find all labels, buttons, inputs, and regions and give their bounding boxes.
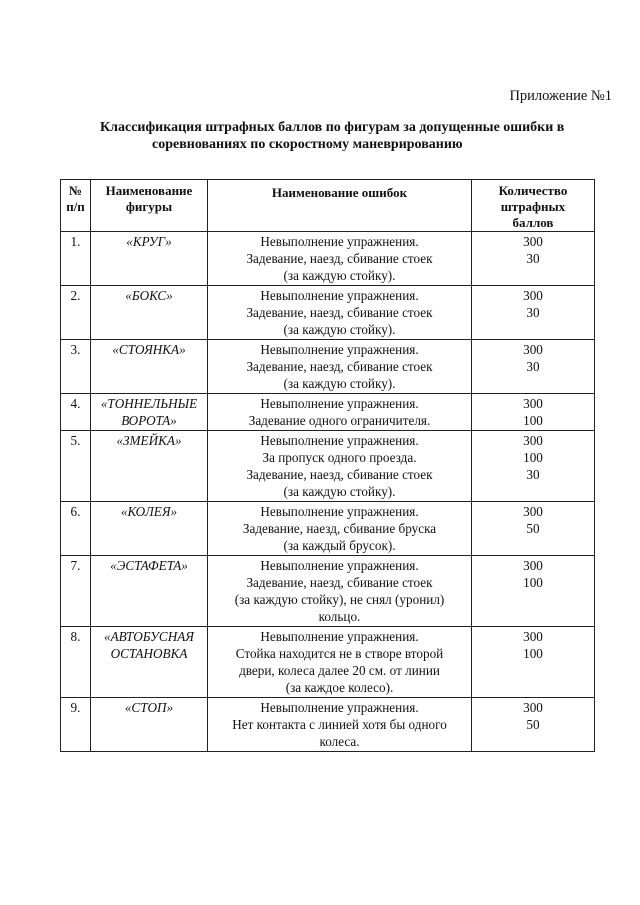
penalty-value: 50 (526, 717, 540, 732)
penalty-points (472, 286, 595, 340)
penalty-value: 300 (523, 504, 543, 519)
penalty-value: 100 (523, 450, 543, 465)
figure-name (91, 286, 208, 340)
penalty-value: 300 (523, 396, 543, 411)
document-title (100, 119, 600, 153)
penalty-value: 300 (523, 433, 543, 448)
appendix-label: Приложение №1 (509, 88, 612, 104)
error-line: Невыполнение упражнения. (260, 433, 419, 448)
error-line: (за каждое колесо). (285, 680, 394, 695)
error-description (208, 286, 472, 340)
error-line: За пропуск одного проезда. (262, 450, 417, 465)
penalty-value: 300 (523, 700, 543, 715)
error-description (208, 627, 472, 698)
error-line: Невыполнение упражнения. (260, 700, 419, 715)
penalty-points (472, 556, 595, 627)
error-description (208, 340, 472, 394)
header-number (61, 180, 91, 232)
figure-name-line: «АВТОБУСНАЯ (104, 629, 194, 644)
figure-name-line: «СТОП» (124, 700, 174, 715)
penalty-points (472, 627, 595, 698)
penalty-table (60, 179, 595, 752)
penalty-value: 30 (526, 251, 540, 266)
penalty-value: 300 (523, 288, 543, 303)
row-number: 6. (61, 502, 91, 556)
penalty-value: 30 (526, 359, 540, 374)
figure-name (91, 556, 208, 627)
table-row (61, 698, 595, 752)
row-number: 3. (61, 340, 91, 394)
row-number: 8. (61, 627, 91, 698)
table-row (61, 502, 595, 556)
table-row (61, 286, 595, 340)
header-number-line: № (68, 183, 83, 198)
table-header-row (61, 180, 595, 232)
error-line: Задевание, наезд, сбивание стоек (246, 251, 433, 266)
penalty-value: 300 (523, 629, 543, 644)
title-line-2: соревнованиях по скоростному маневрированию (152, 137, 463, 152)
figure-name (91, 698, 208, 752)
penalty-value: 300 (523, 342, 543, 357)
error-line: двери, колеса далее 20 см. от линии (239, 663, 440, 678)
table-row (61, 232, 595, 286)
header-points-line: Количество (498, 183, 568, 198)
figure-name-line: «КРУГ» (126, 234, 172, 249)
row-number: 7. (61, 556, 91, 627)
error-line: Невыполнение упражнения. (260, 288, 419, 303)
header-errors (208, 180, 472, 232)
error-line: Невыполнение упражнения. (260, 234, 419, 249)
header-figure-line: Наименование (105, 183, 193, 198)
title-line-1: Классификация штрафных баллов по фигурам за допущенные ошибки в (100, 120, 565, 135)
row-number: 1. (61, 232, 91, 286)
penalty-value: 100 (523, 575, 543, 590)
figure-name (91, 394, 208, 431)
error-line: Задевание, наезд, сбивание стоек (246, 359, 433, 374)
header-points-line: баллов (512, 215, 554, 230)
figure-name-line: ОСТАНОВКА (110, 646, 188, 661)
error-line: (за каждую стойку). (283, 376, 396, 391)
table-row (61, 394, 595, 431)
error-line: (за каждую стойку). (283, 322, 396, 337)
error-line: Задевание одного ограничителя. (248, 413, 431, 428)
figure-name (91, 340, 208, 394)
error-line: (за каждую стойку), не снял (уронил) (234, 592, 445, 607)
error-line: Невыполнение упражнения. (260, 558, 419, 573)
error-description (208, 394, 472, 431)
table-body (61, 232, 595, 752)
error-line: (за каждый брусок). (283, 538, 396, 553)
penalty-value: 30 (526, 305, 540, 320)
row-number: 4. (61, 394, 91, 431)
table-row (61, 431, 595, 502)
table-row (61, 340, 595, 394)
row-number: 2. (61, 286, 91, 340)
header-number-line: п/п (66, 199, 85, 214)
error-description (208, 556, 472, 627)
table-row (61, 556, 595, 627)
error-line: Нет контакта с линией хотя бы одного (232, 717, 447, 732)
error-line: Задевание, наезд, сбивание стоек (246, 305, 433, 320)
figure-name-line: ВОРОТА» (121, 413, 177, 428)
figure-name-line: «ЭСТАФЕТА» (110, 558, 188, 573)
penalty-points (472, 340, 595, 394)
error-line: Задевание, наезд, сбивание бруска (242, 521, 437, 536)
error-line: кольцо. (318, 609, 361, 624)
penalty-points (472, 394, 595, 431)
table-row (61, 627, 595, 698)
error-description (208, 698, 472, 752)
figure-name (91, 232, 208, 286)
penalty-points (472, 431, 595, 502)
penalty-value: 100 (523, 413, 543, 428)
row-number: 9. (61, 698, 91, 752)
error-line: Невыполнение упражнения. (260, 342, 419, 357)
error-line: (за каждую стойку). (283, 484, 396, 499)
figure-name-line: «КОЛЕЯ» (120, 504, 178, 519)
penalty-value: 50 (526, 521, 540, 536)
figure-name (91, 627, 208, 698)
error-description (208, 502, 472, 556)
penalty-value: 100 (523, 646, 543, 661)
error-description (208, 431, 472, 502)
figure-name-line: «ЗМЕЙКА» (116, 433, 182, 448)
penalty-points (472, 502, 595, 556)
header-points (472, 180, 595, 232)
error-line: Невыполнение упражнения. (260, 504, 419, 519)
figure-name (91, 502, 208, 556)
row-number: 5. (61, 431, 91, 502)
error-description (208, 232, 472, 286)
figure-name-line: «БОКС» (125, 288, 173, 303)
figure-name-line: «ТОННЕЛЬНЫЕ (100, 396, 198, 411)
penalty-value: 300 (523, 234, 543, 249)
penalty-points (472, 698, 595, 752)
header-errors-line: Наименование ошибок (271, 185, 408, 200)
error-line: Невыполнение упражнения. (260, 396, 419, 411)
error-line: Невыполнение упражнения. (260, 629, 419, 644)
error-line: Задевание, наезд, сбивание стоек (246, 467, 433, 482)
error-line: (за каждую стойку). (283, 268, 396, 283)
error-line: колеса. (319, 734, 360, 749)
figure-name-line: «СТОЯНКА» (112, 342, 186, 357)
error-line: Задевание, наезд, сбивание стоек (246, 575, 433, 590)
header-figure (91, 180, 208, 232)
penalty-value: 30 (526, 467, 540, 482)
header-points-line: штрафных (500, 199, 566, 214)
penalty-value: 300 (523, 558, 543, 573)
penalty-points (472, 232, 595, 286)
error-line: Стойка находится не в створе второй (235, 646, 444, 661)
header-figure-line: фигуры (125, 199, 173, 214)
figure-name (91, 431, 208, 502)
